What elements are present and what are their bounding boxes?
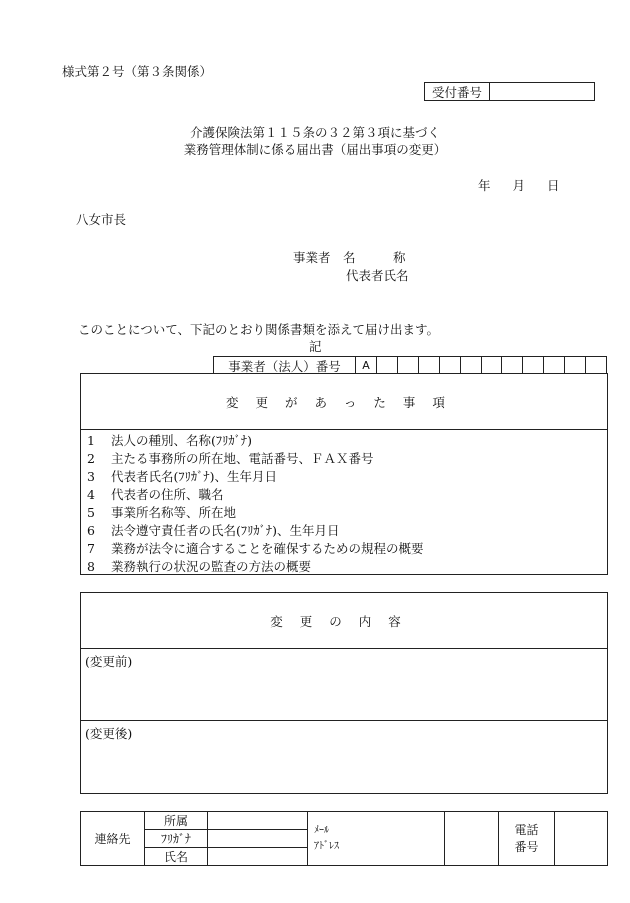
changed-items-list xyxy=(81,430,607,576)
document-title-line1: 介護保険法第１１５条の３２第３項に基づく xyxy=(189,125,440,140)
business-number-cell[interactable] xyxy=(523,357,544,374)
list-item: 5 事業所名称等、所在地 xyxy=(87,505,237,520)
affiliation-label: 所属 xyxy=(145,812,208,830)
receipt-number-box xyxy=(424,82,595,101)
contact-table xyxy=(80,811,608,866)
list-item: 4 代表者の住所、職名 xyxy=(87,487,224,502)
business-number-cell[interactable] xyxy=(377,357,398,374)
date-year: 年 xyxy=(478,178,491,193)
business-number-cell[interactable] xyxy=(419,357,440,374)
before-change-field[interactable] xyxy=(81,649,607,721)
changed-items-box xyxy=(80,373,608,575)
change-content-heading: 変更の内容 xyxy=(81,593,607,649)
after-change-label: (変更後) xyxy=(85,726,133,741)
business-number-cell[interactable] xyxy=(482,357,503,374)
before-change-label: (変更前) xyxy=(85,654,133,669)
date-month: 月 xyxy=(512,178,525,193)
list-item: 6 法令遵守責任者の氏名(ﾌﾘｶﾞﾅ)、生年月日 xyxy=(87,523,340,538)
date-day: 日 xyxy=(546,178,560,193)
list-item: 2 主たる事務所の所在地、電話番号、ＦＡＸ番号 xyxy=(87,451,374,466)
intro-text: このことについて、下記のとおり関係書類を添えて届け出ます。 xyxy=(78,322,440,337)
business-number-cell[interactable] xyxy=(440,357,461,374)
date-line xyxy=(478,176,559,194)
business-name-label: 事業者 名 称 xyxy=(293,250,406,265)
business-number-cell[interactable] xyxy=(565,357,586,374)
receipt-number-label: 受付番号 xyxy=(425,83,490,100)
after-change-field[interactable] xyxy=(81,721,607,793)
business-number-cell[interactable] xyxy=(398,357,419,374)
business-number-cell[interactable] xyxy=(544,357,565,374)
affiliation-field[interactable] xyxy=(208,812,308,830)
business-number-cell[interactable] xyxy=(586,357,606,374)
representative-name-label: 代表者氏名 xyxy=(346,268,409,283)
furigana-label: ﾌﾘｶﾞﾅ xyxy=(145,830,208,848)
mail-label-line2: ｱﾄﾞﾚｽ xyxy=(314,840,339,852)
mail-label-line1: ﾒｰﾙ xyxy=(314,824,329,836)
form-number: 様式第２号（第３条関係） xyxy=(62,64,213,79)
changed-items-heading: 変更があった事項 xyxy=(81,374,607,430)
business-number-cell[interactable]: A xyxy=(356,357,377,374)
list-item: 3 代表者氏名(ﾌﾘｶﾞﾅ)、生年月日 xyxy=(87,469,278,484)
contact-label: 連絡先 xyxy=(81,812,145,866)
document-title-line2: 業務管理体制に係る届出書（届出事項の変更） xyxy=(183,142,447,157)
business-number-cell[interactable] xyxy=(502,357,523,374)
business-number-label: 事業者（法人）番号 xyxy=(214,357,356,374)
name-field[interactable] xyxy=(208,848,308,866)
name-label: 氏名 xyxy=(145,848,208,866)
receipt-number-field[interactable] xyxy=(490,83,594,100)
phone-label-line2: 番号 xyxy=(514,839,539,854)
phone-field[interactable] xyxy=(555,812,608,866)
business-number-row xyxy=(213,356,607,374)
change-content-box xyxy=(80,592,608,794)
list-item: 7 業務が法令に適合することを確保するための規程の概要 xyxy=(87,541,424,556)
ki-heading: 記 xyxy=(309,339,322,354)
list-item: 8 業務執行の状況の監査の方法の概要 xyxy=(87,559,312,574)
phone-label-line1: 電話 xyxy=(514,822,539,837)
business-number-cell[interactable] xyxy=(461,357,482,374)
list-item: 1 法人の種別、名称(ﾌﾘｶﾞﾅ) xyxy=(87,433,253,448)
furigana-field[interactable] xyxy=(208,830,308,848)
mail-field[interactable] xyxy=(445,812,499,866)
addressee: 八女市長 xyxy=(76,212,127,227)
